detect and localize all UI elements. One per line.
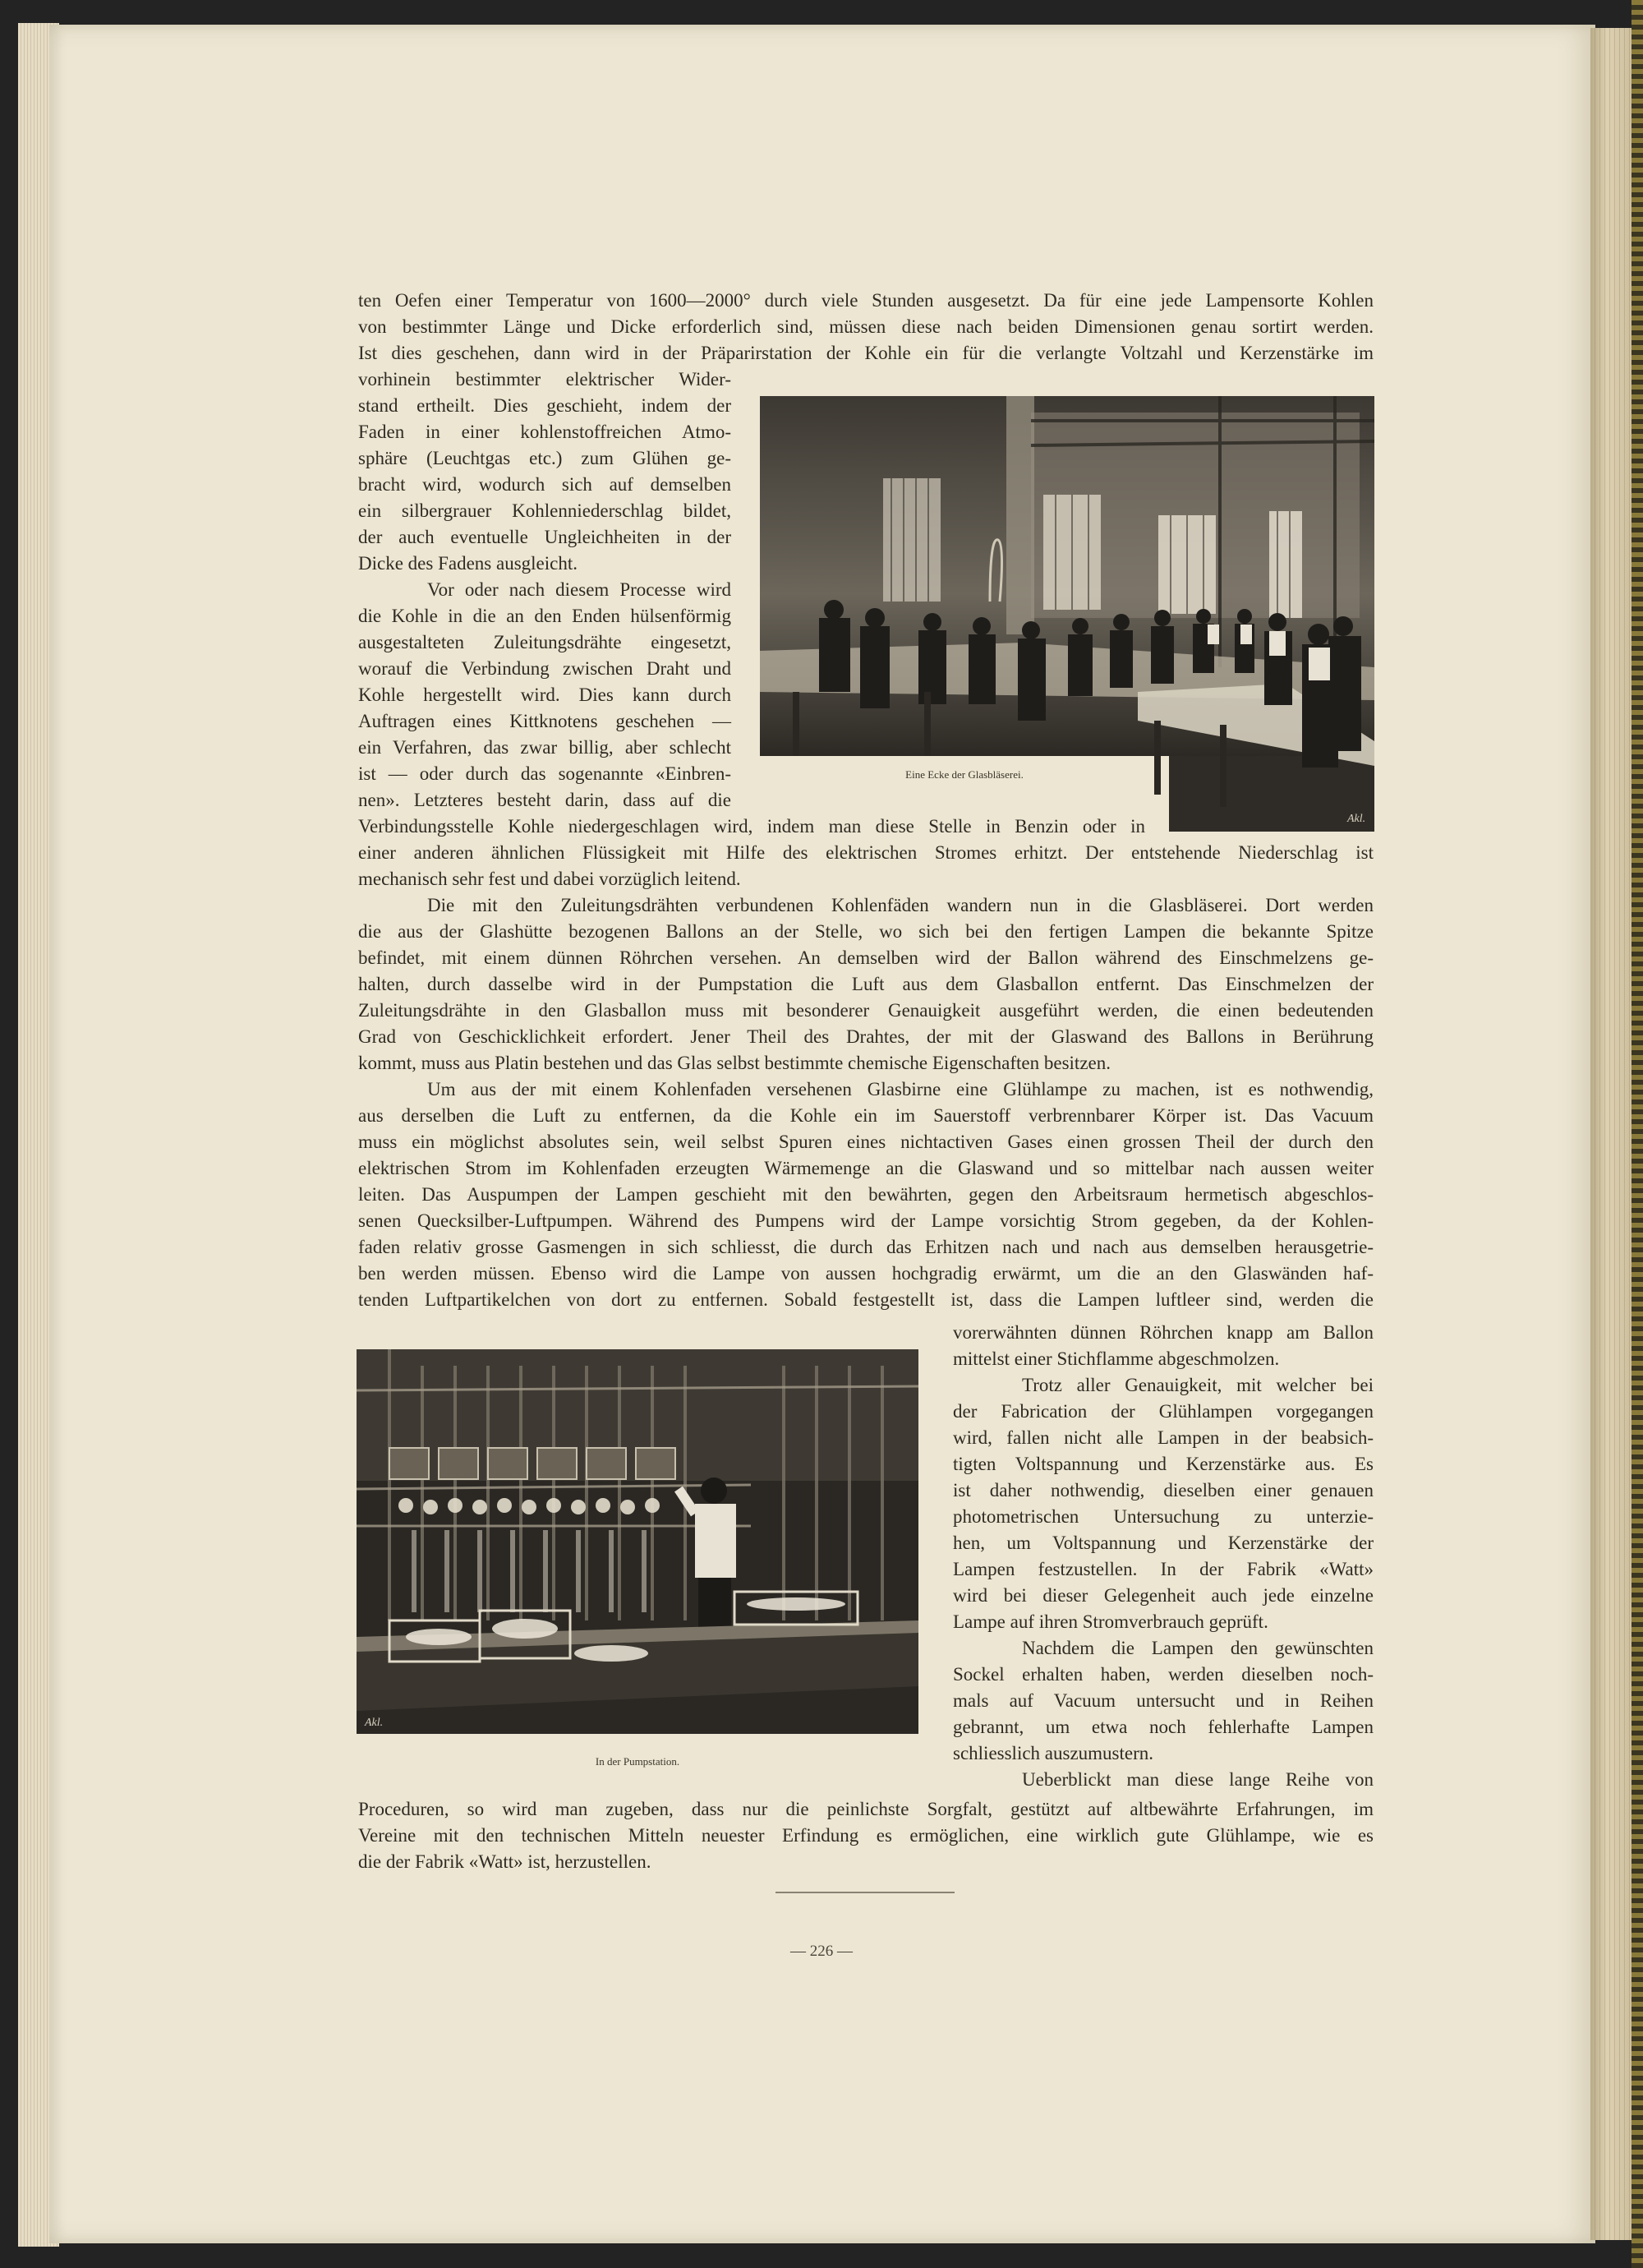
text-line: Verbindungsstelle Kohle niedergeschlagen wird, indem man diese Stelle in Benzin oder in — [358, 816, 1145, 837]
text-line: worauf die Verbindung zwischen Draht und — [358, 658, 731, 679]
text-line: leiten. Das Auspumpen der Lampen geschieht mit den bewährten, gegen den Arbeitsraum hermetisch abgeschlos- — [358, 1184, 1374, 1205]
text-line: faden relativ grosse Gasmengen in sich schliesst, die durch das Erhitzen nach und nach aus demselben herausgetrie- — [358, 1237, 1374, 1257]
text-line: vorerwähnten dünnen Röhrchen knapp am Ballon — [953, 1322, 1374, 1343]
text-line: wird, fallen nicht alle Lampen in der beabsich- — [953, 1427, 1374, 1448]
text-line: einer anderen ähnlichen Flüssigkeit mit Hilfe des elektrischen Stromes erhitzt. Der entstehende Niederschlag ist — [358, 842, 1374, 863]
paragraph-block-left — [358, 366, 731, 814]
text-line: ein Verfahren, das zwar billig, aber schlecht — [358, 737, 731, 758]
text-line: Proceduren, so wird man zugeben, dass nur die peinlichste Sorgfalt, gestützt auf altbewährte Erfahrungen, im — [358, 1799, 1374, 1819]
paragraph-block-right — [953, 1320, 1374, 1793]
text-line: die der Fabrik «Watt» ist, herzustellen. — [358, 1851, 651, 1872]
figure-caption-pump-station: In der Pumpstation. — [595, 1755, 680, 1768]
text-line: Grad von Geschicklichkeit erfordert. Jener Theil des Drahtes, der mit der Glaswand des Ballons in Berührung — [358, 1026, 1374, 1047]
page-number: — 226 — — [790, 1943, 853, 1960]
text-line: ten Oefen einer Temperatur von 1600—2000° durch viele Stunden ausgesetzt. Da für eine jede Lampensorte Kohlen — [358, 290, 1374, 311]
text-line: Vereine mit den technischen Mitteln neuester Erfindung es ermöglichen, eine wirklich gute Glühlampe, wie es — [358, 1825, 1374, 1846]
pump-station-photo — [357, 1349, 918, 1734]
text-line: Lampe auf ihren Stromverbrauch geprüft. — [953, 1611, 1268, 1632]
text-line: gebrannt, um etwa noch fehlerhafte Lampen — [953, 1717, 1374, 1737]
text-line: Vor oder nach diesem Processe wird — [427, 579, 731, 600]
text-line: die aus der Glashütte bezogenen Ballons an der Stelle, wo sich bei den fertigen Lampen die bekannte Spitze — [358, 921, 1374, 942]
text-line: senen Quecksilber-Luftpumpen. Während des Pumpens wird der Lampe vorsichtig Strom gegeben, da der Kohlen- — [358, 1210, 1374, 1231]
text-line: hen, um Voltspannung und Kerzenstärke der — [953, 1533, 1374, 1553]
text-line: Die mit den Zuleitungsdrähten verbundenen Kohlenfäden wandern nun in die Glasbläserei. Dort werden — [427, 895, 1374, 915]
text-line: sphäre (Leuchtgas etc.) zum Glühen ge- — [358, 448, 731, 468]
text-line: schliesslich auszumustern. — [953, 1743, 1154, 1763]
text-line: mals auf Vacuum untersucht und in Reihen — [953, 1690, 1374, 1711]
text-line: wird bei dieser Gelegenheit auch jede einzelne — [953, 1585, 1374, 1606]
paragraph-block-1 — [358, 288, 1374, 366]
text-line: ein silbergrauer Kohlenniederschlag bildet, — [358, 500, 731, 521]
text-line: tenden Luftpartikelchen von dort zu entfernen. Sobald festgestellt ist, dass die Lampen luftleer sind, werden die — [358, 1289, 1374, 1310]
text-line: kommt, muss aus Platin bestehen und das Glas selbst bestimmte chemische Eigenschaften besitzen. — [358, 1053, 1111, 1073]
text-line: befindet, mit einem dünnen Röhrchen versehen. An demselben wird der Ballon während des Einschmelzens ge- — [358, 947, 1374, 968]
text-line: Kohle hergestellt wird. Dies kann durch — [358, 685, 731, 705]
text-line: vorhinein bestimmter elektrischer Wider- — [358, 369, 731, 390]
text-line: die Kohle in die an den Enden hülsenförmig — [358, 606, 731, 626]
text-line: Ist dies geschehen, dann wird in der Präparirstation der Kohle ein für die verlangte Voltzahl und Kerzenstärke im — [358, 343, 1374, 363]
text-line: Sockel erhalten haben, werden dieselben noch- — [953, 1664, 1374, 1685]
text-line: elektrischen Strom im Kohlenfaden erzeugten Wärmemenge an die Glaswand und so mittelbar nach aussen weiter — [358, 1158, 1374, 1178]
text-line: der Fabrication der Glühlampen vorgegangen — [953, 1401, 1374, 1422]
closing-rule — [775, 1892, 955, 1893]
text-line: Nachdem die Lampen den gewünschten — [1022, 1638, 1374, 1658]
text-line: Faden in einer kohlenstoffreichen Atmo- — [358, 422, 731, 442]
text-line: von bestimmter Länge und Dicke erforderlich sind, müssen diese nach beiden Dimensionen genau sortirt werden. — [358, 316, 1374, 337]
text-line: ben werden müssen. Ebenso wird die Lampe von aussen hochgradig erwärmt, um die an den Glaswänden haf- — [358, 1263, 1374, 1284]
text-line: tigten Voltspannung und Kerzenstärke aus. Es — [953, 1454, 1374, 1474]
text-line: Trotz aller Genauigkeit, mit welcher bei — [1022, 1375, 1374, 1395]
text-line: Ueberblickt man diese lange Reihe von — [1022, 1769, 1374, 1790]
artist-signature: Akl. — [1347, 813, 1366, 825]
text-line: Lampen festzustellen. In der Fabrik «Watt» — [953, 1559, 1374, 1579]
right-page-edges — [1590, 28, 1631, 2240]
text-line: bracht wird, wodurch sich auf demselben — [358, 474, 731, 495]
paragraph-block-3 — [358, 1796, 1374, 1875]
text-line: ist daher nothwendig, dieselben einer genauen — [953, 1480, 1374, 1500]
text-line: halten, durch dasselbe wird in der Pumpstation die Luft aus dem Glasballon entfernt. Das Einschmelzen der — [358, 974, 1374, 994]
text-line: nen». Letzteres besteht darin, dass auf die — [358, 790, 731, 810]
text-line: stand ertheilt. Dies geschieht, indem der — [358, 395, 731, 416]
text-line: Um aus der mit einem Kohlenfaden versehenen Glasbirne eine Glühlampe zu machen, ist es nothwendig, — [427, 1079, 1374, 1099]
book-spine — [1631, 0, 1643, 2268]
text-line: ausgestalteten Zuleitungsdrähte eingesetzt, — [358, 632, 731, 652]
text-line: muss ein möglichst absolutes sein, weil selbst Spuren eines nichtactiven Gases einen grossen Theil der durch den — [358, 1132, 1374, 1152]
figure-caption-glassblowing: Eine Ecke der Glasbläserei. — [905, 768, 1024, 781]
text-line: Zuleitungsdrähte in den Glasballon muss mit besonderer Genauigkeit ausgeführt werden, die einen bedeutenden — [358, 1000, 1374, 1021]
text-line: photometrischen Untersuchung zu unterzie- — [953, 1506, 1374, 1527]
text-line: Dicke des Fadens ausgleicht. — [358, 553, 578, 574]
glassblowing-illustration — [760, 396, 1374, 832]
paragraph-block-2 — [358, 840, 1374, 1313]
text-line: Auftragen eines Kittknotens geschehen — — [358, 711, 731, 731]
pump-station-illustration — [357, 1349, 918, 1734]
text-line: mechanisch sehr fest und dabei vorzüglich leitend. — [358, 869, 741, 889]
text-line: der auch eventuelle Ungleichheiten in der — [358, 527, 731, 547]
artist-signature: Akl. — [365, 1717, 384, 1729]
text-line: mittelst einer Stichflamme abgeschmolzen. — [953, 1348, 1280, 1369]
text-line: aus derselben die Luft zu entfernen, da die Kohle ein im Sauerstoff verbrennbarer Körper ist. Das Vacuum — [358, 1105, 1374, 1126]
text-line: ist — oder durch das sogenannte «Einbren- — [358, 763, 731, 784]
